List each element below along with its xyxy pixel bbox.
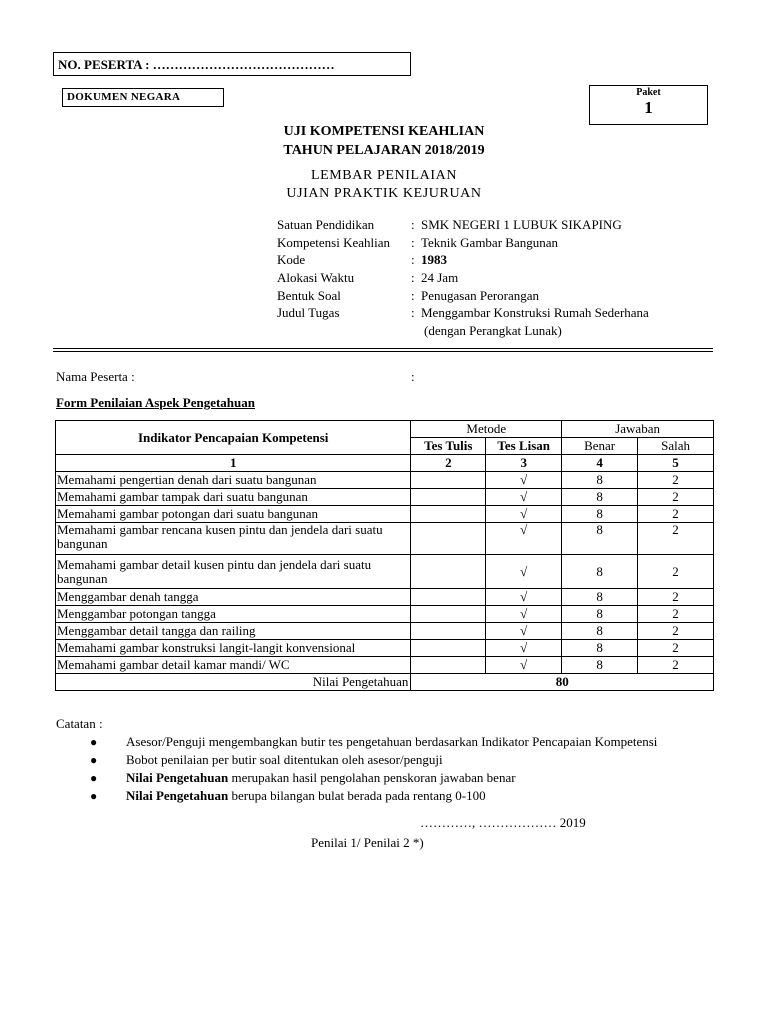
indikator-cell: Memahami gambar tampak dari suatu bangunan: [56, 489, 411, 506]
benar-cell: 8: [562, 589, 638, 606]
benar-cell: 8: [562, 623, 638, 640]
info-colon: :: [411, 270, 415, 286]
info-value: (dengan Perangkat Lunak): [424, 323, 562, 339]
bullet-text: Bobot penilaian per butir soal ditentukan oleh asesor/penguji: [126, 752, 443, 767]
info-value: Teknik Gambar Bangunan: [421, 234, 558, 250]
divider-line: [53, 351, 713, 352]
info-key: [277, 322, 411, 340]
list-item: [90, 751, 657, 769]
info-key: Satuan Pendidikan: [277, 217, 375, 232]
col-number: 4: [562, 455, 638, 472]
info-colon: :: [411, 252, 415, 268]
catatan-list: [90, 733, 657, 805]
tes-lisan-cell: √: [486, 555, 562, 589]
tes-lisan-cell: √: [486, 589, 562, 606]
info-row: [277, 287, 724, 305]
benar-cell: 8: [562, 506, 638, 523]
table-row: [56, 489, 714, 506]
nilai-pengetahuan-label: Nilai Pengetahuan: [56, 674, 411, 691]
table-row: [56, 589, 714, 606]
info-value: SMK NEGERI 1 LUBUK SIKAPING: [421, 217, 622, 232]
info-colon: [411, 322, 421, 340]
title-tahun-pelajaran: TAHUN PELAJARAN 2018/2019: [283, 143, 485, 158]
paket-box: [589, 85, 708, 125]
table-row: [56, 523, 714, 555]
nilai-pengetahuan-value: 80: [411, 674, 714, 691]
bullet-bold: Nilai Pengetahuan: [126, 788, 229, 803]
table-row: [56, 606, 714, 623]
bullet-bold: Nilai Pengetahuan: [126, 770, 229, 785]
table-row: [56, 640, 714, 657]
benar-cell: 8: [562, 640, 638, 657]
bullet-icon: ●: [90, 735, 98, 749]
table-row: [56, 506, 714, 523]
info-key: Kompetensi Keahlian: [277, 234, 390, 250]
dokumen-negara-label: DOKUMEN NEGARA: [67, 91, 181, 103]
tes-tulis-cell: [411, 606, 486, 623]
info-value-kode: 1983: [421, 252, 447, 268]
benar-cell: 8: [562, 555, 638, 589]
salah-cell: 2: [638, 589, 714, 606]
info-colon: :: [411, 287, 415, 303]
list-item: [90, 733, 657, 751]
col-number: 1: [56, 455, 411, 472]
penilai-label: Penilai 1/ Penilai 2 *): [311, 835, 424, 850]
salah-cell: 2: [638, 472, 714, 489]
info-value: Menggambar Konstruksi Rumah Sederhana: [421, 305, 649, 321]
col-number: 5: [638, 455, 714, 472]
salah-cell: 2: [638, 640, 714, 657]
info-key: Alokasi Waktu: [277, 270, 355, 286]
table-row: [56, 657, 714, 674]
indikator-cell: Memahami gambar konstruksi langit-langit konvensional: [56, 640, 411, 657]
tes-tulis-cell: [411, 523, 486, 555]
benar-cell: 8: [562, 523, 638, 555]
divider-line: [53, 348, 713, 349]
salah-cell: 2: [638, 606, 714, 623]
indikator-cell: Memahami gambar potongan dari suatu bangunan: [56, 506, 411, 523]
salah-cell: 2: [638, 523, 714, 555]
salah-cell: 2: [638, 657, 714, 674]
info-row: [277, 322, 724, 340]
info-row: [277, 304, 724, 322]
info-row: [277, 269, 724, 287]
indikator-cell: Memahami pengertian denah dari suatu bangunan: [56, 472, 411, 489]
header-tes-lisan: Tes Lisan: [486, 438, 562, 455]
table-number-row: [56, 455, 714, 472]
title-uji-kompetensi: UJI KOMPETENSI KEAHLIAN: [283, 124, 485, 139]
tes-tulis-cell: [411, 506, 486, 523]
info-block: [277, 216, 724, 340]
info-key: Judul Tugas: [277, 305, 340, 321]
tes-lisan-cell: √: [486, 506, 562, 523]
tes-tulis-cell: [411, 657, 486, 674]
info-row: [277, 216, 724, 234]
tes-lisan-cell: √: [486, 640, 562, 657]
tes-lisan-cell: √: [486, 623, 562, 640]
col-number: 3: [486, 455, 562, 472]
salah-cell: 2: [638, 489, 714, 506]
indikator-cell: Menggambar potongan tangga: [56, 606, 411, 623]
info-row: [277, 234, 724, 252]
indikator-cell: Menggambar denah tangga: [56, 589, 411, 606]
paket-number: 1: [644, 98, 653, 117]
title-lembar-penilaian: LEMBAR PENILAIAN: [310, 168, 458, 183]
bullet-icon: ●: [90, 789, 98, 803]
tes-lisan-cell: √: [486, 523, 562, 555]
tes-tulis-cell: [411, 640, 486, 657]
bullet-icon: ●: [90, 753, 98, 767]
title-ujian-praktik: UJIAN PRAKTIK KEJURUAN: [286, 186, 482, 201]
table-row: [56, 472, 714, 489]
table-total-row: [56, 674, 714, 691]
table-row: [56, 555, 714, 589]
bullet-text: merupakan hasil pengolahan penskoran jawaban benar: [228, 770, 516, 785]
no-peserta-label: NO. PESERTA : ……………………………………: [58, 57, 335, 72]
tes-tulis-cell: [411, 623, 486, 640]
header-indikator: Indikator Pencapaian Kompetensi: [56, 421, 411, 455]
header-tes-tulis: Tes Tulis: [411, 438, 486, 455]
benar-cell: 8: [562, 472, 638, 489]
col-number: 2: [411, 455, 486, 472]
form-title: Form Penilaian Aspek Pengetahuan: [56, 395, 255, 410]
info-value: Penugasan Perorangan: [421, 287, 540, 303]
indikator-cell: Menggambar detail tangga dan railing: [56, 623, 411, 640]
header-metode: Metode: [411, 421, 562, 438]
indikator-cell: Memahami gambar detail kamar mandi/ WC: [56, 657, 411, 674]
tes-lisan-cell: √: [486, 489, 562, 506]
salah-cell: 2: [638, 555, 714, 589]
catatan-label: Catatan :: [56, 716, 103, 731]
tes-lisan-cell: √: [486, 657, 562, 674]
tes-lisan-cell: √: [486, 606, 562, 623]
list-item: [90, 769, 657, 787]
header-jawaban: Jawaban: [562, 421, 714, 438]
tes-tulis-cell: [411, 489, 486, 506]
assessment-table: [55, 420, 714, 691]
table-header-row: [56, 421, 714, 438]
info-row: [277, 251, 724, 269]
info-colon: :: [411, 305, 415, 321]
no-peserta-box: [53, 52, 411, 76]
table-row: [56, 623, 714, 640]
indikator-cell: Memahami gambar rencana kusen pintu dan jendela dari suatu bangunan: [56, 523, 411, 555]
benar-cell: 8: [562, 489, 638, 506]
info-key: Bentuk Soal: [277, 287, 341, 303]
tes-tulis-cell: [411, 589, 486, 606]
dokumen-negara-box: [62, 88, 224, 107]
signature-date: …………, ……………… 2019: [420, 815, 586, 830]
tes-tulis-cell: [411, 472, 486, 489]
bullet-text: Asesor/Penguji mengembangkan butir tes pengetahuan berdasarkan Indikator Pencapaian Kompetensi: [126, 734, 658, 749]
salah-cell: 2: [638, 506, 714, 523]
bullet-text: berupa bilangan bulat berada pada rentang 0-100: [228, 788, 486, 803]
benar-cell: 8: [562, 606, 638, 623]
info-key: Kode: [277, 252, 306, 268]
tes-lisan-cell: √: [486, 472, 562, 489]
indikator-cell: Memahami gambar detail kusen pintu dan jendela dari suatu bangunan: [56, 555, 411, 589]
header-benar: Benar: [562, 438, 638, 455]
nama-peserta-label: Nama Peserta :: [56, 369, 135, 384]
header-salah: Salah: [638, 438, 714, 455]
nama-peserta-colon: :: [411, 369, 415, 384]
list-item: [90, 787, 657, 805]
salah-cell: 2: [638, 623, 714, 640]
info-colon: :: [411, 234, 415, 250]
info-colon: :: [411, 217, 415, 232]
info-value: 24 Jam: [421, 270, 459, 286]
tes-tulis-cell: [411, 555, 486, 589]
benar-cell: 8: [562, 657, 638, 674]
paket-label: Paket: [636, 87, 661, 98]
bullet-icon: ●: [90, 771, 98, 785]
